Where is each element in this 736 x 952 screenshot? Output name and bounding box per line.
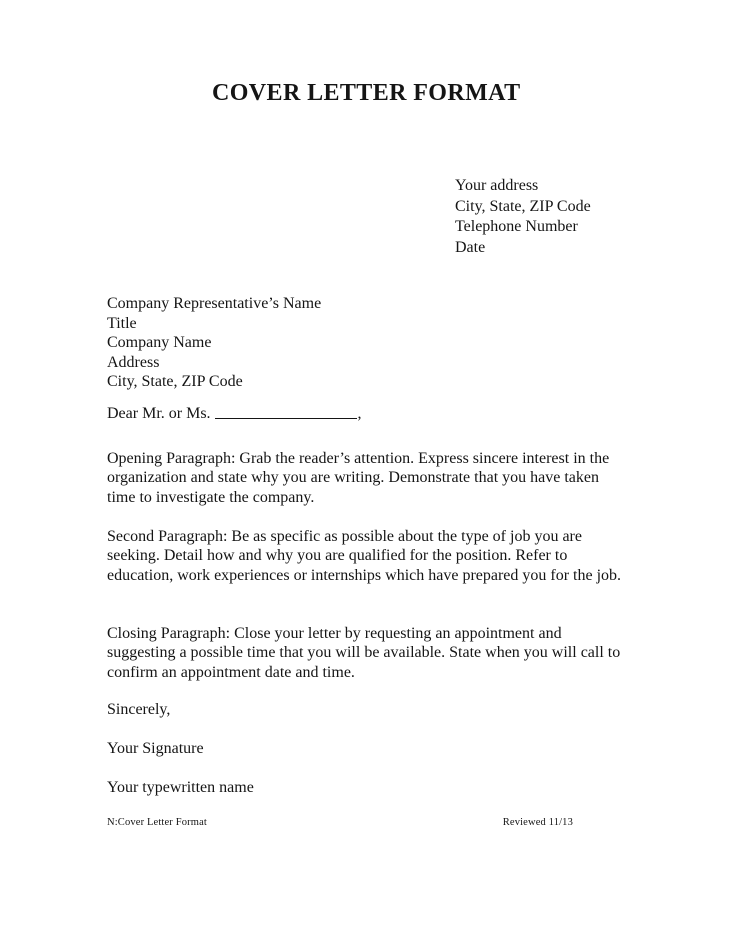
- page-footer: [107, 817, 573, 828]
- recipient-company-line: Company Name: [107, 334, 212, 351]
- sender-city-state-zip-line: City, State, ZIP Code: [455, 197, 591, 215]
- sender-date-line: Date: [455, 238, 486, 256]
- salutation-line: [107, 405, 362, 423]
- opening-paragraph: Opening Paragraph: Grab the reader’s attention. Express sincere interest in the organization and state why you are writing. Demonstrate that you have taken time to investigate the company.: [107, 450, 610, 506]
- recipient-city-state-zip-line: City, State, ZIP Code: [107, 373, 243, 390]
- sender-address-line: Your address: [455, 177, 539, 194]
- salutation-prefix: Dear Mr. or Ms.: [107, 405, 211, 422]
- typewritten-name-placeholder: Your typewritten name: [107, 779, 254, 796]
- sender-telephone-line: Telephone Number: [455, 218, 578, 235]
- salutation-comma: ,: [357, 405, 362, 422]
- recipient-name-line: Company Representative’s Name: [107, 295, 322, 312]
- recipient-address-block: [107, 294, 321, 392]
- footer-revision-date: Reviewed 11/13: [502, 817, 573, 828]
- salutation-blank-field: [215, 406, 357, 419]
- closing-paragraph: Closing Paragraph: Close your letter by requesting an appointment and suggesting a possible time that you will be available. State when you will call to confirm an appointment date and time.: [107, 625, 621, 681]
- complimentary-close: Sincerely,: [107, 701, 171, 718]
- sender-address-block: [455, 176, 591, 258]
- recipient-address-line: Address: [107, 353, 160, 371]
- signature-placeholder: Your Signature: [107, 740, 204, 757]
- second-paragraph: Second Paragraph: Be as specific as possible about the type of job you are seeking. Detail how and why you are qualified for the position. Refer to education, work experiences or internships which have prepared you for the job.: [107, 528, 622, 584]
- footer-file-path: N:Cover Letter Format: [107, 817, 207, 828]
- recipient-title-line: Title: [107, 314, 137, 332]
- page-title: COVER LETTER FORMAT: [212, 80, 521, 106]
